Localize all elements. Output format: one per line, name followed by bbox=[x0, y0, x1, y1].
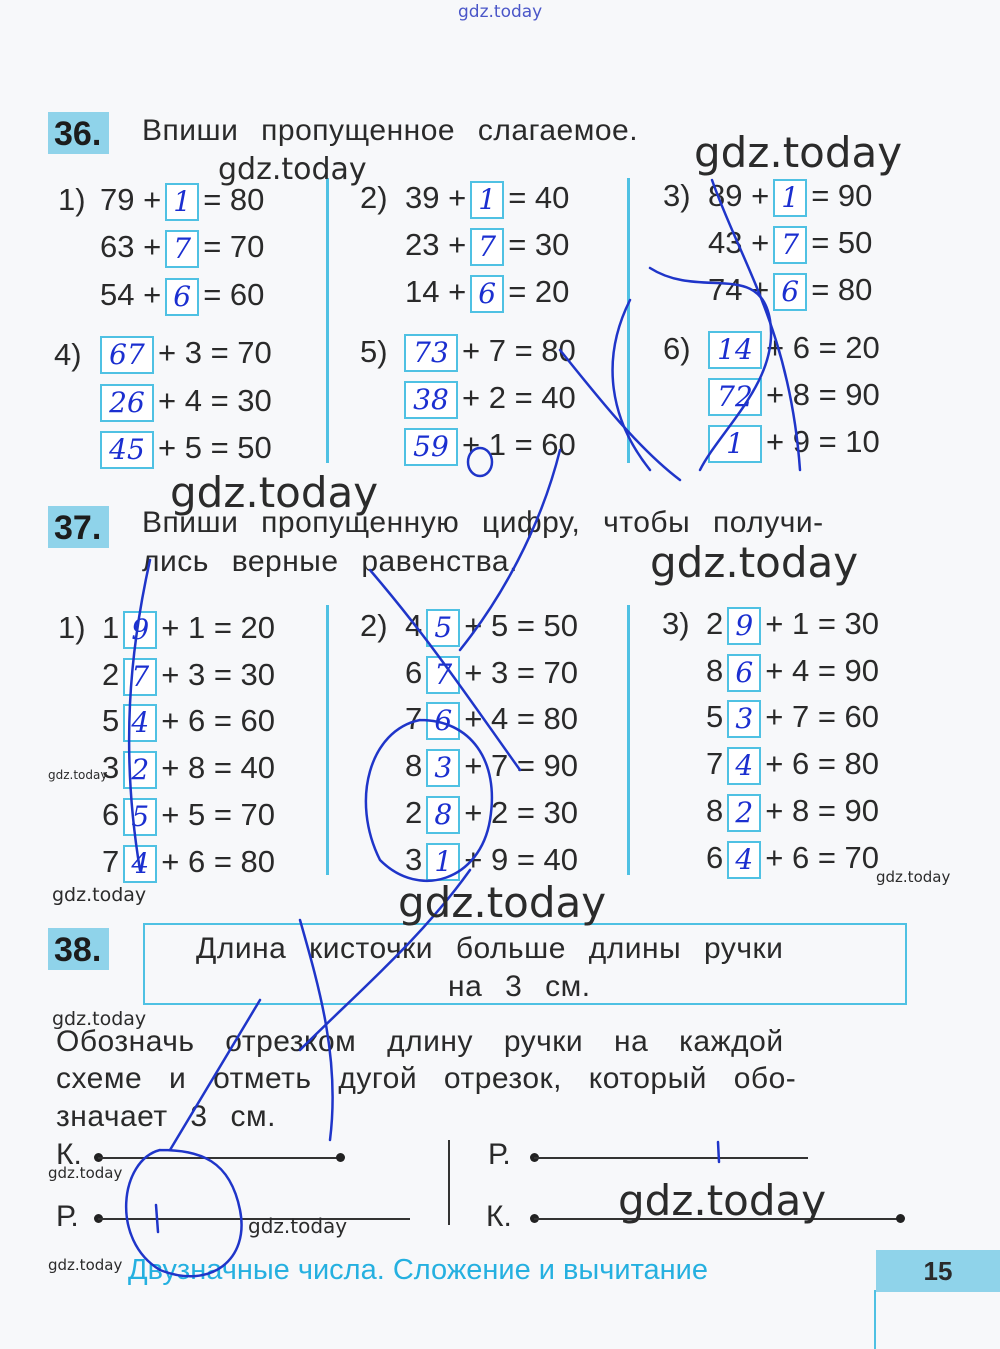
pen-stroke bbox=[300, 920, 333, 1140]
equation-row: 3 2 + 8 = 40 bbox=[102, 748, 275, 789]
pen-stroke bbox=[129, 560, 150, 870]
pen-stroke bbox=[712, 180, 800, 470]
answer-box[interactable]: 2 bbox=[123, 751, 157, 789]
watermark: gdz.today bbox=[48, 768, 108, 782]
answer-box[interactable]: 7 bbox=[470, 228, 504, 266]
pen-stroke bbox=[460, 450, 560, 650]
answer-box[interactable]: 1 bbox=[426, 843, 460, 881]
column-label: 2) bbox=[360, 608, 388, 643]
answer-box[interactable]: 9 bbox=[123, 611, 157, 649]
watermark: gdz.today bbox=[458, 2, 543, 22]
pen-stroke bbox=[718, 1142, 719, 1162]
answer-box[interactable]: 6 bbox=[426, 702, 460, 740]
pen-stroke bbox=[650, 268, 771, 470]
pen-stroke bbox=[156, 1205, 158, 1232]
scheme-label-p: Р. bbox=[56, 1200, 79, 1233]
equation-row: 72 + 8 = 90 bbox=[704, 375, 880, 416]
answer-box[interactable]: 2 bbox=[727, 794, 761, 832]
equation-row: 5 3 + 7 = 60 bbox=[706, 697, 879, 738]
answer-box[interactable]: 9 bbox=[727, 607, 761, 645]
footer-chapter-title: Двузначные числа. Сложение и вычитание bbox=[128, 1254, 708, 1286]
column-label: 6) bbox=[663, 331, 691, 366]
equation-row: 43 + 7 = 50 bbox=[708, 223, 872, 264]
watermark: gdz.today bbox=[48, 1256, 123, 1274]
watermark: gdz.today bbox=[52, 884, 147, 906]
equation-row: 26 + 4 = 30 bbox=[96, 381, 272, 422]
pen-stroke bbox=[126, 1150, 241, 1276]
equation-row: 59 + 1 = 60 bbox=[400, 425, 576, 466]
answer-box[interactable]: 1 bbox=[773, 179, 807, 217]
equation-row: 89 + 1 = 90 bbox=[708, 176, 872, 217]
column-label: 1) bbox=[58, 182, 86, 217]
scheme-label-p: Р. bbox=[488, 1138, 511, 1171]
pen-stroke bbox=[613, 300, 650, 470]
equation-row: 6 4 + 6 = 70 bbox=[706, 838, 879, 879]
exercise-36-title: Впиши пропущенное слагаемое. bbox=[142, 114, 639, 147]
equation-row: 7 6 + 4 = 80 bbox=[405, 699, 578, 740]
answer-box[interactable]: 3 bbox=[727, 700, 761, 738]
task-line1: Обозначь отрезком длину ручки на каждой bbox=[56, 1025, 784, 1058]
exercise-38-number: 38. bbox=[48, 928, 109, 970]
column-label: 5) bbox=[360, 334, 388, 369]
scheme-label-k: К. bbox=[486, 1200, 512, 1233]
equation-row: 74 + 6 = 80 bbox=[708, 270, 872, 311]
equation-row: 8 6 + 4 = 90 bbox=[706, 651, 879, 692]
answer-box[interactable]: 14 bbox=[708, 331, 762, 369]
column-label: 1) bbox=[58, 610, 86, 645]
watermark: gdz.today bbox=[650, 538, 859, 587]
equation-row: 2 8 + 2 = 30 bbox=[405, 793, 578, 834]
watermark: gdz.today bbox=[48, 1164, 123, 1182]
equation-row: 79 + 1 = 80 bbox=[100, 180, 264, 221]
answer-box[interactable]: 67 bbox=[100, 336, 154, 374]
equation-row: 6 5 + 5 = 70 bbox=[102, 795, 275, 836]
watermark: gdz.today bbox=[170, 468, 379, 517]
equation-row: 14 + 6 = 20 bbox=[704, 328, 880, 369]
equation-row: 45 + 5 = 50 bbox=[96, 428, 272, 469]
answer-box[interactable]: 7 bbox=[426, 656, 460, 694]
condition-line2: на 3 см. bbox=[448, 970, 591, 1003]
pen-stroke bbox=[366, 720, 492, 881]
watermark: gdz.today bbox=[248, 1214, 348, 1238]
equation-row: 2 7 + 3 = 30 bbox=[102, 655, 275, 696]
watermark: gdz.today bbox=[618, 1176, 827, 1225]
column-label: 2) bbox=[360, 180, 388, 215]
answer-box[interactable]: 6 bbox=[773, 273, 807, 311]
answer-box[interactable]: 4 bbox=[727, 841, 761, 879]
pen-stroke bbox=[170, 1000, 260, 1150]
answer-box[interactable]: 7 bbox=[123, 658, 157, 696]
column-label: 4) bbox=[54, 337, 82, 372]
watermark: gdz.today bbox=[876, 868, 951, 886]
equation-row: 3 1 + 9 = 40 bbox=[405, 840, 578, 881]
equation-row: 7 4 + 6 = 80 bbox=[706, 744, 879, 785]
equation-row: 73 + 7 = 80 bbox=[400, 331, 576, 372]
equation-row: 38 + 2 = 40 bbox=[400, 378, 576, 419]
answer-box[interactable]: 5 bbox=[426, 609, 460, 647]
equation-row: 6 7 + 3 = 70 bbox=[405, 653, 578, 694]
exercise-37-line1: Впиши пропущенную цифру, чтобы получи- bbox=[142, 506, 824, 539]
equation-row: 8 2 + 8 = 90 bbox=[706, 791, 879, 832]
column-label: 3) bbox=[663, 178, 691, 213]
exercise-37-line2: лись верные равенства. bbox=[142, 545, 518, 578]
answer-box[interactable]: 7 bbox=[165, 230, 199, 268]
equation-row: 54 + 6 = 60 bbox=[100, 275, 264, 316]
watermark: gdz.today bbox=[694, 128, 903, 177]
answer-box[interactable]: 38 bbox=[404, 381, 458, 419]
equation-row: 5 4 + 6 = 60 bbox=[102, 701, 275, 742]
task-line3: значает 3 см. bbox=[56, 1100, 276, 1133]
answer-box[interactable]: 4 bbox=[727, 747, 761, 785]
answer-box[interactable]: 1 bbox=[165, 183, 199, 221]
answer-box[interactable]: 45 bbox=[100, 431, 154, 469]
answer-box[interactable]: 73 bbox=[404, 334, 458, 372]
equation-row: 4 5 + 5 = 50 bbox=[405, 606, 578, 647]
page-number: 15 bbox=[876, 1250, 1000, 1292]
equation-row: 1 + 9 = 10 bbox=[704, 422, 880, 463]
scheme-label-k: К. bbox=[56, 1138, 82, 1171]
equation-row: 2 9 + 1 = 30 bbox=[706, 604, 879, 645]
equation-row: 39 + 1 = 40 bbox=[405, 178, 569, 219]
column-label: 3) bbox=[662, 606, 690, 641]
equation-row: 7 4 + 6 = 80 bbox=[102, 842, 275, 883]
answer-box[interactable]: 6 bbox=[727, 654, 761, 692]
answer-box[interactable]: 5 bbox=[123, 798, 157, 836]
watermark: gdz.today bbox=[398, 878, 607, 927]
equation-row: 67 + 3 = 70 bbox=[96, 333, 272, 374]
answer-box[interactable]: 26 bbox=[100, 384, 154, 422]
answer-box[interactable]: 7 bbox=[773, 226, 807, 264]
equation-row: 1 9 + 1 = 20 bbox=[102, 608, 275, 649]
answer-box[interactable]: 4 bbox=[123, 704, 157, 742]
pen-stroke bbox=[370, 570, 520, 770]
equation-row: 14 + 6 = 20 bbox=[405, 272, 569, 313]
answer-box[interactable]: 6 bbox=[165, 278, 199, 316]
answer-box[interactable]: 3 bbox=[426, 749, 460, 787]
watermark: gdz.today bbox=[52, 1008, 147, 1030]
exercise-36-number: 36. bbox=[48, 112, 109, 154]
equation-row: 23 + 7 = 30 bbox=[405, 225, 569, 266]
equation-row: 8 3 + 7 = 90 bbox=[405, 746, 578, 787]
condition-line1: Длина кисточки больше длины ручки bbox=[196, 932, 784, 965]
task-line2: схеме и отметь дугой отрезок, который обо- bbox=[56, 1062, 797, 1095]
answer-box[interactable]: 59 bbox=[404, 428, 458, 466]
watermark: gdz.today bbox=[218, 152, 367, 187]
pen-stroke bbox=[468, 448, 492, 476]
answer-box[interactable]: 6 bbox=[470, 275, 504, 313]
equation-row: 63 + 7 = 70 bbox=[100, 227, 264, 268]
answer-box[interactable]: 1 bbox=[708, 425, 762, 463]
answer-box[interactable]: 72 bbox=[708, 378, 762, 416]
answer-box[interactable]: 1 bbox=[470, 181, 504, 219]
answer-box[interactable]: 8 bbox=[426, 796, 460, 834]
exercise-37-number: 37. bbox=[48, 506, 109, 548]
answer-box[interactable]: 4 bbox=[123, 845, 157, 883]
